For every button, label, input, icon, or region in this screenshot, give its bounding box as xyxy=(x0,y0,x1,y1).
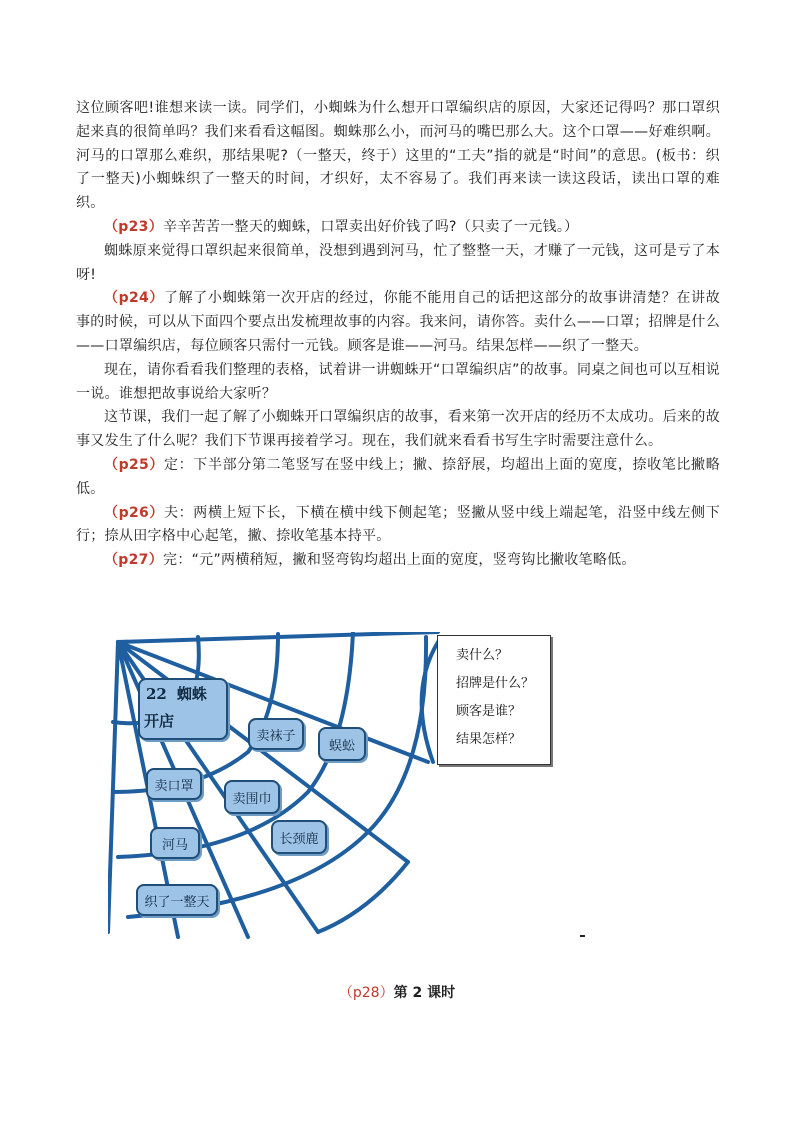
node-sell-socks: 卖袜子 xyxy=(248,718,304,750)
paragraph-text: 这位顾客吧!谁想来读一读。同学们，小蜘蛛为什么想开口罩编织店的原因，大家还记得吗？那口罩织起来真的很简单吗？我们来看看这幅图。蜘蛛那么小，而河马的嘴巴那么大。这个口罩——好难织啊。河马的口罩那么难织，那结果呢?（一整天，终于）这里的“工夫”指的就是“时间”的意思。(板书：织了一整天)小蜘蛛织了一整天的时间，才织好，太不容易了。我们再来读一读这段话，读出口罩的难织。 xyxy=(76,100,720,212)
node-hippo: 河马 xyxy=(150,827,200,859)
paragraph-p23 xyxy=(76,216,720,240)
paragraph-text: 定：下半部分第二笔竖写在竖中线上；撇、捺舒展，均超出上面的宽度，捺收笔比撇略低。 xyxy=(76,456,720,497)
lesson-period-title: 第 2 课时 xyxy=(393,985,456,1001)
node-whole-day: 织了一整天 xyxy=(136,884,218,916)
paragraph-text: 蜘蛛原来觉得口罩织起来很简单，没想到遇到河马，忙了整整一天，才赚了一元钱，这可是亏了本呀! xyxy=(76,242,720,283)
question-3: 顾客是谁？ xyxy=(456,704,522,719)
paragraph-p26 xyxy=(76,502,720,550)
paragraph-text: 这节课，我们一起了解了小蜘蛛开口罩编织店的故事，看来第一次开店的经历不太成功。后来的故事又发生了什么呢？我们下节课再接着学习。现在，我们就来看看书写生字时需要注意什么。 xyxy=(76,409,720,450)
paragraph-text: 夫：两横上短下长，下横在横中线下侧起笔；竖撇从竖中线上端起笔，沿竖中线左侧下行；捺从田字格中心起笔，撇、捺收笔基本持平。 xyxy=(76,504,720,545)
page-ref: （p27） xyxy=(104,552,164,569)
paragraph-6 xyxy=(76,406,720,454)
page-ref: （p25） xyxy=(104,456,165,473)
page-ref: （p23） xyxy=(104,218,164,235)
node-giraffe: 长颈鹿 xyxy=(271,820,327,854)
node-sell-scarf: 卖围巾 xyxy=(224,780,280,814)
paragraph-5 xyxy=(76,359,720,407)
lesson-title: 蜘蛛 xyxy=(176,685,207,703)
page-ref: （p26） xyxy=(104,504,165,521)
paragraph-text: 完：“元”两横稍短，撇和竖弯钩均超出上面的宽度，竖弯钩比撇收笔略低。 xyxy=(163,552,636,569)
paragraph-text: 辛辛苦苦一整天的蜘蛛，口罩卖出好价钱了吗?（只卖了一元钱。） xyxy=(163,218,579,235)
paragraph-text: 了解了小蜘蛛第一次开店的经过，你能不能用自己的话把这部分的故事讲清楚？在讲故事的时候，可以从下面四个要点出发梳理故事的内容。我来问，请你答。卖什么——口罩；招牌是什么——口罩编织店，每位顾客只需付一元钱。顾客是谁——河马。结果怎样——织了一整天。 xyxy=(76,290,720,354)
section-heading xyxy=(0,982,794,1002)
lesson-number: 22 xyxy=(146,685,167,703)
node-sell-mask: 卖口罩 xyxy=(146,768,202,800)
page-ref: （p28） xyxy=(338,985,394,1001)
page-ref: （p24） xyxy=(104,290,165,307)
question-1: 卖什么？ xyxy=(456,648,509,663)
paragraph-p24 xyxy=(76,287,720,358)
lesson-text xyxy=(76,97,720,573)
question-4: 结果怎样？ xyxy=(456,732,522,747)
paragraph-p27 xyxy=(76,549,720,573)
paragraph-3 xyxy=(76,240,720,288)
lesson-title-line2: 开店 xyxy=(144,712,175,730)
question-card xyxy=(437,635,551,765)
question-2: 招牌是什么？ xyxy=(456,676,535,691)
paragraph-1 xyxy=(76,97,720,216)
paragraph-p25 xyxy=(76,454,720,502)
scan-mark xyxy=(580,935,585,937)
paragraph-text: 现在，请你看看我们整理的表格，试着讲一讲蜘蛛开“口罩编织店”的故事。同桌之间也可以互相说一说。谁想把故事说给大家听？ xyxy=(76,361,720,402)
node-centipede: 蜈蚣 xyxy=(318,727,366,761)
